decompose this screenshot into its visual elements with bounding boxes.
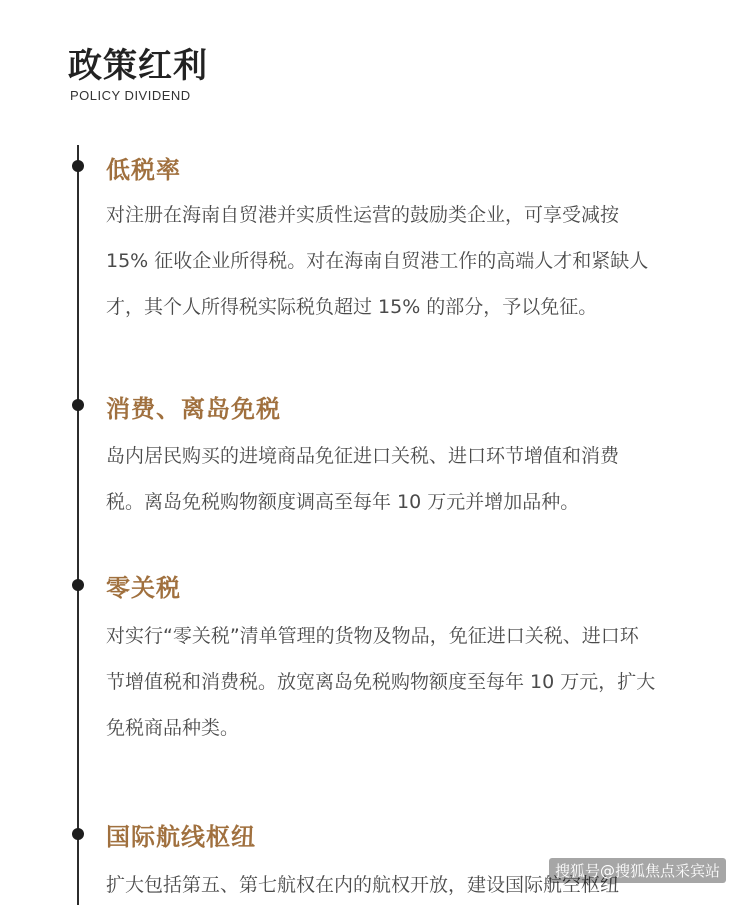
section-body (106, 613, 691, 751)
page-title: 政策红利 (68, 46, 208, 86)
section-body (106, 192, 691, 330)
page-subtitle: POLICY DIVIDEND (70, 88, 191, 103)
section-title: 低税率 (106, 156, 181, 184)
timeline-dot (72, 160, 84, 172)
body-line: 节增值税和消费税。放宽离岛免税购物额度至每年 10 万元，扩大 (106, 671, 656, 693)
body-line: 才，其个人所得税实际税负超过 15% 的部分，予以免征。 (106, 296, 598, 318)
section-title: 零关税 (106, 574, 181, 602)
body-line: 扩大包括第五、第七航权在内的航权开放，建设国际航空枢纽 (106, 874, 620, 896)
timeline-dot (72, 828, 84, 840)
timeline-dot (72, 579, 84, 591)
body-line: 15% 征收企业所得税。对在海南自贸港工作的高端人才和紧缺人 (106, 250, 649, 272)
watermark: 搜狐号@搜狐焦点采宾站 (549, 858, 726, 883)
section-title: 消费、离岛免税 (106, 395, 281, 423)
timeline-dot (72, 399, 84, 411)
section-title: 国际航线枢纽 (106, 823, 256, 851)
body-line: 免税商品种类。 (106, 717, 240, 739)
section-body (106, 433, 691, 525)
body-line: 岛内居民购买的进境商品免征进口关税、进口环节增值和消费 (106, 445, 620, 467)
body-line: 对实行“零关税”清单管理的货物及物品，免征进口关税、进口环 (106, 625, 639, 647)
body-line: 税。离岛免税购物额度调高至每年 10 万元并增加品种。 (106, 491, 580, 513)
body-line: 对注册在海南自贸港并实质性运营的鼓励类企业，可享受减按 (106, 204, 620, 226)
timeline-line (77, 145, 79, 905)
